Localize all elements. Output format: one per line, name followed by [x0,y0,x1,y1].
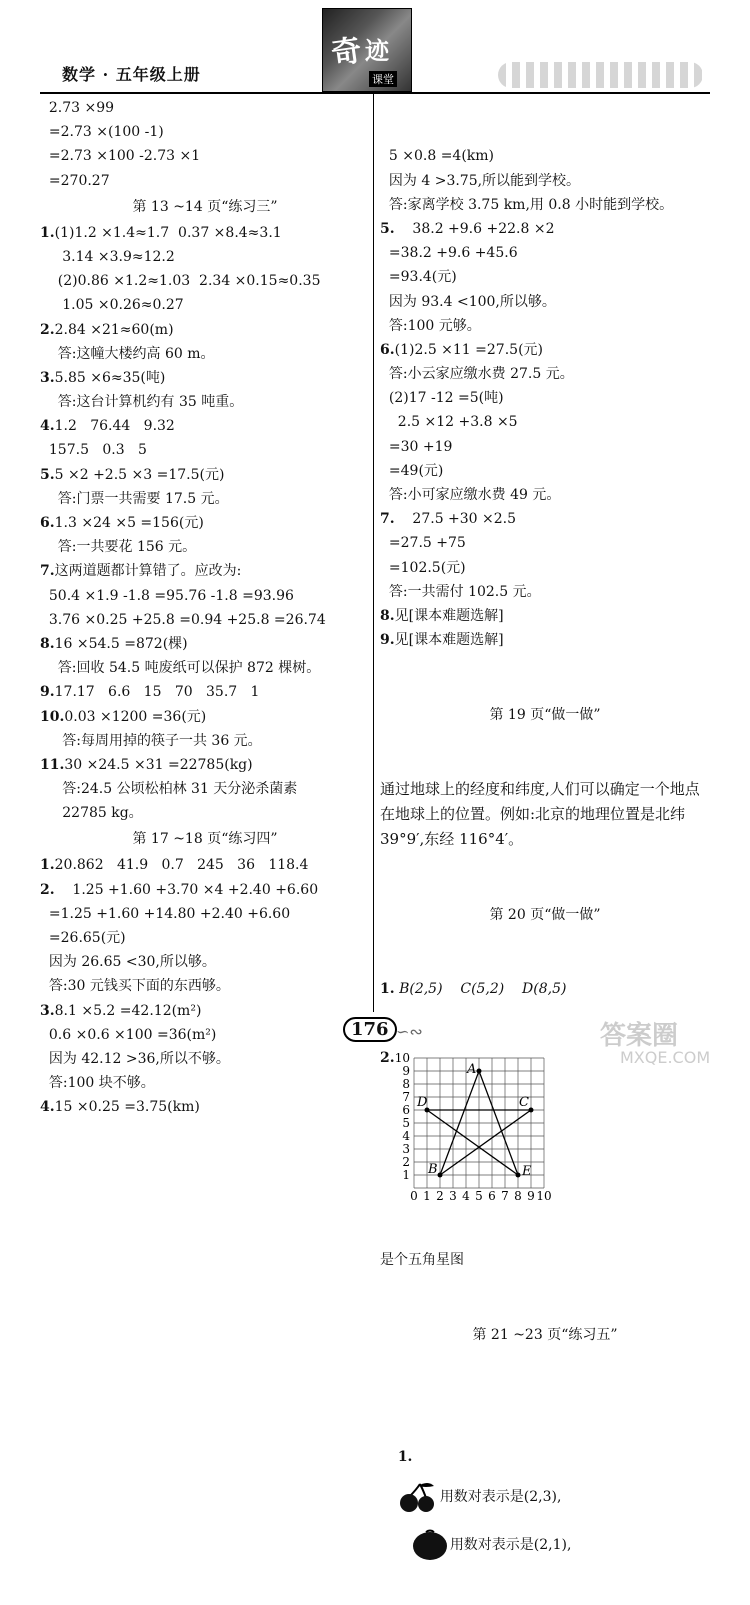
question-line [40,999,370,1023]
answer-line: 答:家离学校 3.75 km,用 0.8 小时能到学校。 [380,196,674,213]
y-tick-label: 3 [402,1141,410,1156]
answer-line: 157.5 0.3 5 [40,442,147,459]
question-number: 9. [380,632,395,649]
answer-text: 38.2 +9.6 +22.8 ×2 [394,220,555,237]
answer-line: 答:这幢大楼约高 60 m。 [40,345,215,362]
question-number: 9. [40,684,55,701]
answer-line: =102.5(元) [380,559,466,576]
question-number: 2. [380,1049,395,1066]
page-number: 176 [343,1017,397,1042]
y-tick-label: 6 [402,1102,410,1117]
answer-line: 2.5 ×12 +3.8 ×5 [380,414,518,431]
x-tick-label: 3 [449,1188,457,1200]
answer-text: 8.1 ×5.2 =42.12(m²) [54,1002,202,1019]
star-point [516,1172,521,1177]
question-line [40,853,370,877]
question-line [40,680,370,704]
question-line [40,366,370,390]
question-line [40,414,370,438]
question-line [40,559,370,583]
answer-text: 5 ×2 +2.5 ×3 =17.5(元) [54,466,225,483]
question-line [380,507,710,531]
logo-char: 迹 [365,36,389,65]
question-line [380,628,710,652]
footer-ornament-icon: ∽∾ [396,1022,423,1041]
series-logo [322,8,412,92]
question-number: 5. [380,220,395,237]
answer-text: 2.84 ×21≈60(m) [54,321,174,338]
question-number: 1. [380,980,395,997]
section-heading: 第 19 页“做一做” [489,706,601,723]
answer-line: =2.73 ×(100 -1) [40,124,164,141]
question-number: 4. [40,1099,55,1116]
watermark-logo: 答案圈 [600,1021,679,1051]
answer-line: 因为 4 >3.75,所以能到学校。 [380,172,581,189]
answer-line: 答:100 块不够。 [40,1075,155,1092]
point-label: C [519,1094,529,1110]
question-number: 8. [380,607,395,624]
question-number: 10. [40,708,65,725]
answer-line: 5 ×0.8 =4(km) [380,148,495,165]
answer-text: 16 ×54.5 =872(棵) [54,635,188,652]
answer-line: 答:每周用掉的筷子一共 36 元。 [40,732,262,749]
question-line [40,221,370,245]
answer-line: 答:回收 54.5 吨废纸可以保护 872 棵树。 [40,660,321,677]
star-point [438,1172,443,1177]
star-edge [427,1110,518,1175]
question-line [40,318,370,342]
section-heading: 第 13 ~14 页“练习三” [132,198,278,215]
answer-line: =27.5 +75 [380,535,466,552]
answer-text: 15 ×0.25 =3.75(km) [54,1099,200,1116]
question-line [40,878,370,902]
point-label: E [522,1163,532,1179]
point-label: D [417,1094,428,1110]
y-tick-label: 1 [402,1167,410,1182]
answer-text: 1.25 +1.60 +3.70 ×4 +2.40 +6.60 [54,881,319,898]
question-number: 7. [40,563,55,580]
question-number: 2. [40,881,55,898]
answer-text: 0.03 ×1200 =36(元) [64,708,207,725]
x-tick-label: 9 [527,1188,535,1200]
answer-line: 0.6 ×0.6 ×100 =36(m²) [40,1026,217,1043]
x-tick-label: 10 [536,1188,552,1200]
page-header [0,0,750,95]
question-line [40,632,370,656]
answer-line: 因为 93.4 <100,所以够。 [380,293,556,310]
x-tick-label: 6 [488,1188,496,1200]
answer-text: 20.862 41.9 0.7 245 36 118.4 [54,857,309,874]
star-edge [440,1110,531,1175]
question-number: 1. [40,857,55,874]
question-number: 2. [40,321,55,338]
answer-line: 2.73 ×99 [40,100,115,116]
answer-text: 见[课本难题选解] [394,632,504,649]
answer-text: 30 ×24.5 ×31 =22785(kg) [64,756,253,773]
question-number: 11. [40,756,65,773]
answer-text: (1)1.2 ×1.4≈1.7 0.37 ×8.4≈3.1 [54,224,282,241]
question-line [40,705,370,729]
answer-line: =270.27 [40,172,110,189]
answer-line: 答:门票一共需要 17.5 元。 [40,490,229,507]
answer-line: 答:小云家应缴水费 27.5 元。 [380,366,574,383]
question-number: 3. [40,1002,55,1019]
answer-line: 答:这台计算机约有 35 吨重。 [40,394,244,411]
question-number: 4. [40,418,55,435]
answer-text: 这两道题都计算错了。应改为: [54,563,242,580]
answer-line: 答:小可家应缴水费 49 元。 [380,487,561,504]
answer-text: 1.3 ×24 ×5 =156(元) [54,515,204,531]
star-point [529,1107,534,1112]
x-tick-label: 8 [514,1188,522,1200]
right-column [380,96,710,1554]
left-column [40,96,370,1120]
question-line [380,338,710,362]
x-tick-label: 7 [501,1188,509,1200]
answer-line: (2)0.86 ×1.2≈1.03 2.34 ×0.15≈0.35 [40,273,321,290]
question-line [40,511,370,535]
x-tick-label: 4 [462,1188,470,1200]
y-tick-label: 4 [402,1128,410,1143]
question-line [40,753,370,777]
answer-line: =1.25 +1.60 +14.80 +2.40 +6.60 [40,905,291,922]
answer-line: 因为 42.12 >36,所以不够。 [40,1050,230,1067]
x-tick-label: 1 [423,1188,431,1200]
question-line [380,217,710,241]
question-number: 6. [380,341,395,358]
answer-text: 用数对表示是(2,3), [439,1488,562,1505]
answer-line: (2)17 -12 =5(吨) [380,390,504,407]
answer-text: 见[课本难题选解] [394,607,504,624]
answer-line: 因为 26.65 <30,所以够。 [40,954,216,971]
answer-line: 答:100 元够。 [380,317,481,334]
question-number: 1. [397,1448,413,1465]
question-number: 7. [380,511,395,528]
x-tick-label: 2 [436,1188,444,1200]
star-grid-chart [380,1050,580,1200]
answer-text: 用数对表示是(2,1), [449,1537,572,1554]
section-heading: 第 21 ~23 页“练习五” [472,1326,618,1343]
section-heading: 第 20 页“做一做” [489,906,601,923]
y-tick-label: 10 [394,1050,410,1065]
answer-line: 答:30 元钱买下面的东西够。 [40,978,230,995]
question-line [380,604,710,628]
book-title: 数学 · 五年级上册 [62,65,201,84]
answer-line: 1.05 ×0.26≈0.27 [40,297,184,314]
x-tick-label: 5 [475,1188,483,1200]
question-line [40,1095,370,1119]
x-tick-label: 0 [410,1188,418,1200]
cherry-icon [398,1480,438,1514]
answer-line: =30 +19 [380,438,453,455]
answer-line: =93.4(元) [380,269,457,286]
question-number: 3. [40,369,55,386]
y-tick-label: 2 [402,1154,410,1169]
y-tick-label: 5 [402,1115,410,1130]
star-point [477,1068,482,1073]
answer-line: =49(元) [380,462,444,479]
header-divider [40,92,710,94]
coordinate-grid [380,1050,710,1200]
paragraph: 通过地球上的经度和纬度,人们可以确定一个地点在地球上的位置。例如:北京的地理位置是北纬 39°9′,东经 116°4′。 [380,780,700,849]
question-number: 5. [40,466,55,483]
answer-line: =26.65(元) [40,930,126,946]
point-label: B [428,1161,438,1177]
y-tick-label: 7 [402,1089,410,1104]
question-number: 1. [40,224,55,241]
answer-line: 答:一共要花 156 元。 [40,539,197,556]
column-divider [373,92,374,1012]
answer-line: 3.76 ×0.25 +25.8 =0.94 +25.8 =26.74 [40,611,326,628]
answer-line: 50.4 ×1.9 -1.8 =95.76 -1.8 =93.96 [40,587,294,604]
answer-line: 3.14 ×3.9≈12.2 [40,248,175,265]
logo-char: 奇 [329,33,364,72]
logo-subtitle: 课堂 [369,71,397,87]
grid-caption: 是个五角星图 [380,1251,464,1268]
answer-text: 17.17 6.6 15 70 35.7 1 [54,684,260,701]
answer-text: 5.85 ×6≈35(吨) [54,369,166,386]
watermark-url: MXQE.COM [620,1048,711,1067]
answer-text: 1.2 76.44 9.32 [54,418,175,435]
answer-line: =2.73 ×100 -2.73 ×1 [40,148,201,165]
answer-line: =38.2 +9.6 +45.6 [380,245,518,262]
answer-text: (1)2.5 ×11 =27.5(元) [394,341,543,358]
question-number: 6. [40,515,55,531]
question-line [40,463,370,487]
answer-line: 22785 kg。 [40,805,143,822]
y-tick-label: 8 [402,1076,410,1091]
answer-line: 答:24.5 公顷松柏林 31 天分泌杀菌素 [40,781,298,798]
answer-text: B(2,5) C(5,2) D(8,5) [394,980,567,997]
orange-icon [412,1529,448,1561]
y-tick-label: 9 [402,1063,410,1078]
section-heading: 第 17 ~18 页“练习四” [132,831,278,848]
decorative-border-icon [498,62,703,88]
answer-text: 27.5 +30 ×2.5 [394,511,517,528]
point-label: A [467,1061,477,1077]
answer-line: 答:一共需付 102.5 元。 [380,583,541,600]
question-number: 8. [40,635,55,652]
